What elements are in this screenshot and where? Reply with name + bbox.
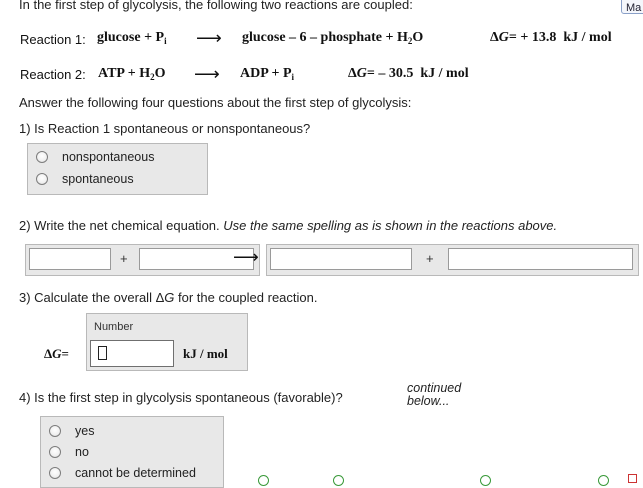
instructions-text: Answer the following four questions about the first step of glycolysis: bbox=[19, 95, 412, 110]
corner-button[interactable]: Ma bbox=[621, 0, 643, 14]
r2-plus1: + bbox=[127, 66, 136, 81]
question4-option-cannot-be-determined[interactable] bbox=[49, 466, 196, 480]
option-label: nonspontaneous bbox=[62, 150, 155, 164]
question4-option-yes[interactable] bbox=[49, 424, 94, 438]
option-label: no bbox=[75, 445, 89, 459]
number-label: Number bbox=[94, 321, 134, 333]
option-label: yes bbox=[75, 424, 95, 438]
question1-text: 1) Is Reaction 1 spontaneous or nonspontaneous? bbox=[19, 121, 311, 136]
continued-note bbox=[407, 382, 461, 408]
option-label: cannot be determined bbox=[75, 466, 196, 480]
question4-option-no[interactable] bbox=[49, 445, 89, 459]
bottom-toolbar-icon[interactable] bbox=[480, 475, 491, 486]
equation-plus1: + bbox=[120, 251, 128, 266]
question2-text: 2) Write the net chemical equation. Use the same spelling as is shown in the reactions above. bbox=[19, 218, 558, 233]
radio-icon[interactable] bbox=[49, 467, 61, 479]
bottom-toolbar-icon[interactable] bbox=[333, 475, 344, 486]
bottom-toolbar-icon[interactable] bbox=[598, 475, 609, 486]
radio-icon[interactable] bbox=[36, 173, 48, 185]
product2-field[interactable] bbox=[448, 248, 633, 270]
reaction1-label: Reaction 1: bbox=[20, 32, 86, 47]
reaction2-delta-g: ΔG= – 30.5 kJ / mol bbox=[348, 66, 469, 81]
equation-plus2: + bbox=[426, 251, 434, 266]
reaction1-arrow: ⟶ bbox=[196, 28, 222, 48]
option-label: spontaneous bbox=[62, 172, 134, 186]
reaction1-delta-g: ΔG= + 13.8 kJ / mol bbox=[490, 30, 612, 45]
reaction2-products bbox=[240, 66, 294, 82]
r1-reactant2: $P_i$ bbox=[155, 30, 167, 46]
equation-arrow-icon: ⟶ bbox=[233, 247, 259, 267]
r2-reactant1: ATP bbox=[98, 66, 125, 81]
r1-product2: $H_2O$ bbox=[397, 30, 424, 46]
reaction1-dg-value: = + 13.8 kJ / mol bbox=[508, 30, 612, 45]
r1-product1: glucose – 6 – phosphate bbox=[242, 30, 383, 45]
reaction2-label: Reaction 2: bbox=[20, 67, 86, 82]
continued-line1: continued bbox=[407, 381, 462, 395]
reaction2-arrow: ⟶ bbox=[194, 64, 220, 84]
reaction2-equation bbox=[98, 66, 165, 82]
radio-icon[interactable] bbox=[36, 151, 48, 163]
radio-icon[interactable] bbox=[49, 446, 61, 458]
question1-option-spontaneous[interactable] bbox=[36, 172, 134, 186]
input-cursor-box bbox=[98, 346, 107, 360]
r2-plus2: + bbox=[271, 66, 280, 81]
radio-icon[interactable] bbox=[49, 425, 61, 437]
delta-g-unit: kJ / mol bbox=[183, 346, 228, 361]
question3-text: 3) Calculate the overall ΔG for the coupled reaction. bbox=[19, 290, 318, 305]
question1-option-nonspontaneous[interactable] bbox=[36, 150, 154, 164]
r1-reactant1: glucose bbox=[97, 30, 141, 45]
r1-plus2: + bbox=[385, 30, 394, 45]
product1-field[interactable] bbox=[270, 248, 412, 270]
r1-plus1: + bbox=[144, 30, 153, 45]
intro-text: In the first step of glycolysis, the following two reactions are coupled: bbox=[19, 0, 413, 12]
bottom-toolbar-icon[interactable] bbox=[258, 475, 269, 486]
r2-product2: $P_i$ bbox=[282, 66, 295, 82]
continued-line2: below... bbox=[407, 394, 450, 408]
delta-g-label: ΔG= bbox=[44, 346, 69, 361]
question4-text: 4) Is the first step in glycolysis spontaneous (favorable)? bbox=[19, 390, 343, 405]
reaction2-dg-value: = – 30.5 kJ / mol bbox=[366, 66, 469, 81]
r2-product1: ADP bbox=[240, 66, 268, 81]
reaction1-equation bbox=[97, 30, 167, 46]
r2-reactant2: $H_2O$ bbox=[139, 66, 166, 82]
reaction1-products bbox=[242, 30, 423, 46]
reactant1-field[interactable] bbox=[29, 248, 111, 270]
bottom-toolbar-close-icon[interactable] bbox=[628, 474, 637, 483]
